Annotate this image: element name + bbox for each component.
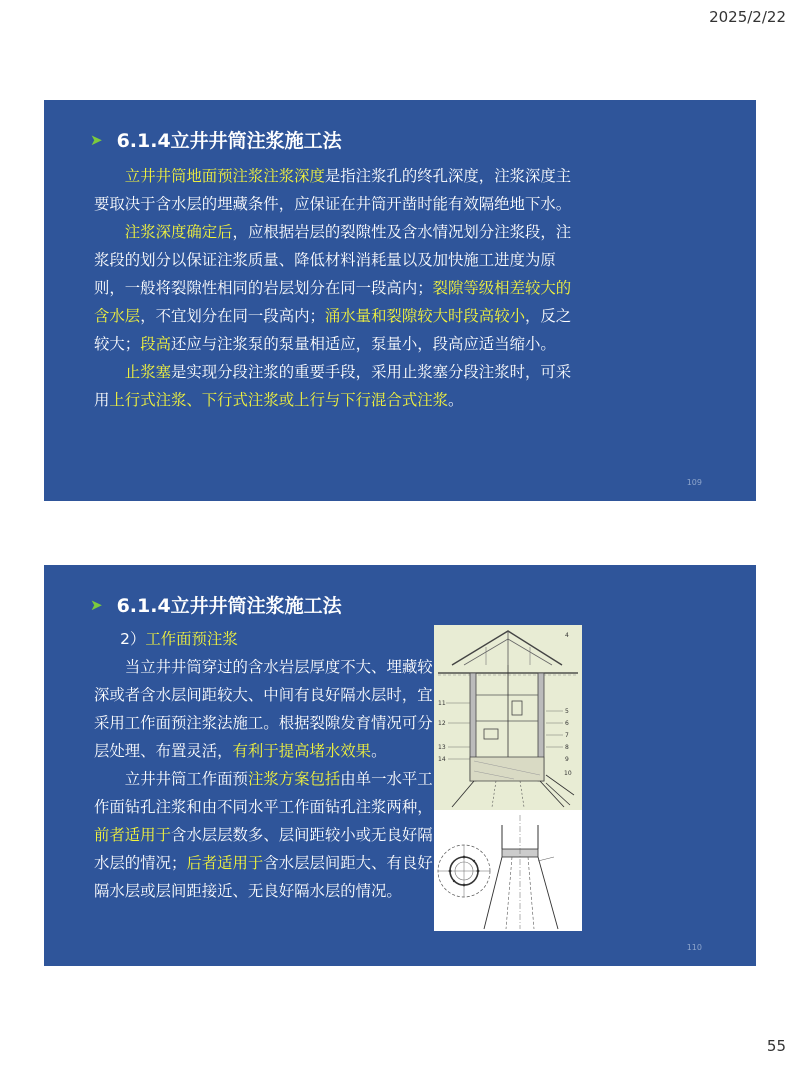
slide-title-text: 6.1.4立井井筒注浆施工法 (116, 595, 342, 617)
highlighted-text: 前者适用于 (94, 826, 171, 844)
subheading-prefix: 2） (120, 630, 146, 648)
page-number: 55 (766, 1037, 786, 1055)
paragraph-text: 是实现分段注浆的重要手段，采用止浆塞分段注浆时，可采用 (94, 363, 572, 409)
paragraph (94, 358, 586, 414)
highlighted-text: 注浆深度确定后 (124, 223, 233, 241)
highlighted-text: 涌水量和裂隙较大时段高较小 (324, 307, 525, 325)
slide-body (94, 625, 439, 905)
hole-layout-diagram (434, 811, 582, 931)
label-5: 5 (565, 708, 569, 715)
paragraph-text: ，不宜划分在同一段高内； (140, 307, 325, 325)
paragraph-text: 。 (371, 742, 387, 760)
highlighted-text: 上行式注浆、下行式注浆或上行与下行混合式注浆 (109, 391, 449, 409)
slide-body (94, 162, 586, 414)
label-4: 4 (565, 632, 569, 639)
paragraph-text: 含水层层间距大、有良好隔水层或层间距接近、无良好隔水层的情况。 (94, 854, 433, 900)
label-12: 12 (438, 720, 446, 727)
label-7: 7 (565, 732, 569, 739)
slide-title (90, 591, 342, 618)
label-10: 10 (564, 770, 572, 777)
paragraph-text: 是指注浆孔的终孔深度，注浆深度主要取决于含水层的埋藏条件，应保证在井筒开凿时能有效隔绝地下水。 (94, 167, 572, 213)
paragraph-text: 当立井井筒穿过的含水岩层厚度不大、埋藏较深或者含水层间距较大、中间有良好隔水层时，宜采用工作面预注浆法施工。根据裂隙发育情况可分层处理、布置灵活， (94, 658, 433, 760)
paragraph-text: 还应与注浆泵的泵量相适应，泵量小，段高应适当缩小。 (170, 335, 556, 353)
slide-title (90, 126, 342, 153)
highlighted-text: 止浆塞 (124, 363, 171, 381)
subheading (94, 625, 439, 653)
grouting-diagram (434, 625, 582, 931)
paragraph-text: ，应根据岩层的裂隙性及含水情况划分注浆段，注浆段的划分以保证注浆质量、降低材料消耗量以及加快施工进度为原则，一般将裂隙性相同的岩层划分在同一段高内； (94, 223, 572, 297)
slide-110 (44, 565, 756, 966)
label-13: 13 (438, 744, 446, 751)
paragraph (94, 653, 439, 765)
print-date: 2025/2/22 (709, 8, 786, 26)
paragraph (94, 765, 439, 905)
slide-109 (44, 100, 756, 501)
highlighted-text: 段高 (140, 335, 171, 353)
highlighted-text: 后者适用于 (186, 854, 264, 872)
paragraph-text: ，反之较大； (94, 307, 572, 353)
slide-title-text: 6.1.4立井井筒注浆施工法 (116, 130, 342, 152)
slide-number: 110 (686, 943, 702, 952)
highlighted-text: 注浆方案包括 (247, 770, 341, 788)
highlighted-text: 裂隙等级相差较大的含水层 (94, 279, 572, 325)
paragraph-text: 立井井筒工作面预 (124, 770, 248, 788)
slide-number: 109 (686, 478, 702, 487)
paragraph-text: 含水层层数多、层间距较小或无良好隔水层的情况； (94, 826, 433, 872)
label-8: 8 (565, 744, 569, 751)
arrow-bullet-icon: ➤ (90, 595, 103, 614)
shaft-section-diagram (434, 625, 582, 810)
paragraph-text: 。 (448, 391, 464, 409)
label-6: 6 (565, 720, 569, 727)
paragraph-text: 由单一水平工作面钻孔注浆和由不同水平工作面钻孔注浆两种， (94, 770, 433, 816)
subheading-text: 工作面预注浆 (145, 630, 238, 648)
label-9: 9 (565, 756, 569, 763)
label-11: 11 (438, 700, 446, 707)
highlighted-text: 有利于提高堵水效果 (232, 742, 372, 760)
headframe-roof (452, 631, 562, 665)
paragraph (94, 162, 586, 218)
highlighted-text: 立井井筒地面预注浆注浆深度 (124, 167, 325, 185)
arrow-bullet-icon: ➤ (90, 130, 103, 149)
label-14: 14 (438, 756, 446, 763)
paragraph (94, 218, 586, 358)
